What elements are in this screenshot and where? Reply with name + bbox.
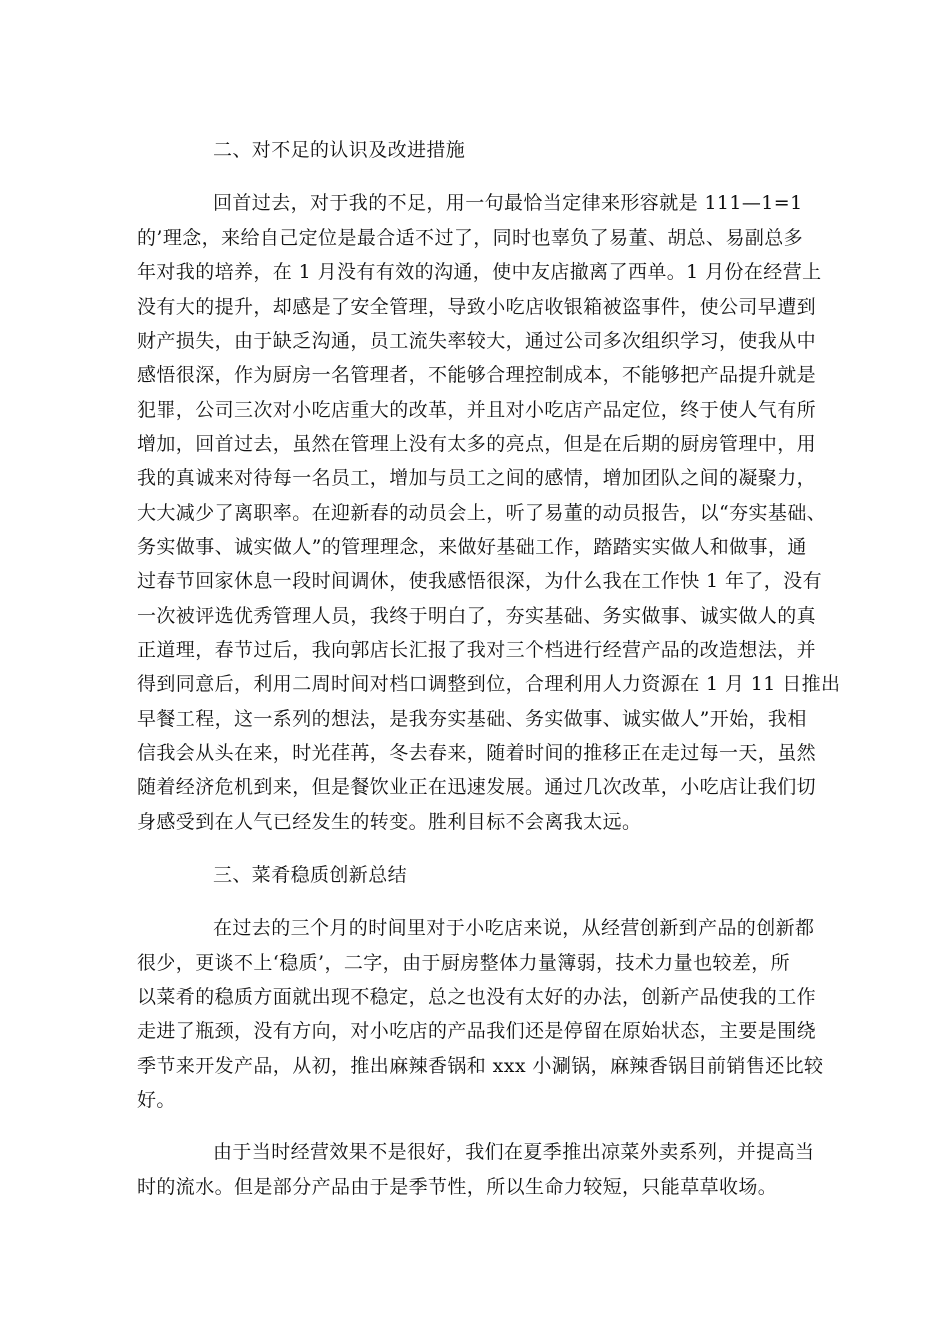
paragraph-line: 务实做事、诚实做人”的管理理念，来做好基础工作，踏踏实实做人和做事，通 bbox=[137, 536, 807, 558]
paragraph-line: 好。 bbox=[137, 1089, 176, 1111]
paragraph-line: 季节来开发产品，从初，推出麻辣香锅和 xxx 小涮锅，麻辣香锅目前销售还比较 bbox=[137, 1055, 824, 1077]
paragraph-line: 信我会从头在来，时光荏苒，冬去春来，随着时间的推移正在走过每一天，虽然 bbox=[137, 742, 817, 764]
paragraph-line: 过春节回家休息一段时间调休，使我感悟很深，为什么我在工作快 1 年了，没有 bbox=[137, 570, 822, 592]
paragraph-line: 身感受到在人气已经发生的转变。胜利目标不会离我太远。 bbox=[137, 811, 642, 833]
paragraph-line: 随着经济危机到来，但是餐饮业正在迅速发展。通过几次改革，小吃店让我们切 bbox=[137, 776, 817, 798]
paragraph-line: 感悟很深，作为厨房一名管理者，不能够合理控制成本，不能够把产品提升就是 bbox=[137, 364, 817, 386]
paragraph-line: 没有大的提升，却感是了安全管理，导致小吃店收银箱被盗事件，使公司早遭到 bbox=[137, 296, 817, 318]
paragraph-line: 的’理念，来给自己定位是最合适不过了，同时也辜负了易董、胡总、易副总多 bbox=[137, 227, 804, 249]
section-heading-2: 二、对不足的认识及改进措施 bbox=[213, 139, 466, 161]
paragraph-line: 年对我的培养，在 1 月没有有效的沟通，使中友店撤离了西单。1 月份在经营上 bbox=[137, 261, 822, 283]
paragraph-line: 由于当时经营效果不是很好，我们在夏季推出凉菜外卖系列，并提高当 bbox=[213, 1141, 815, 1163]
paragraph-line: 正道理，春节过后，我向郭店长汇报了我对三个档进行经营产品的改造想法，并 bbox=[137, 639, 817, 661]
paragraph-line: 在过去的三个月的时间里对于小吃店来说，从经营创新到产品的创新都 bbox=[213, 917, 815, 939]
paragraph-line: 增加，回首过去，虽然在管理上没有太多的亮点，但是在后期的厨房管理中，用 bbox=[137, 433, 817, 455]
paragraph-line: 我的真诚来对待每一名员工，增加与员工之间的感情，增加团队之间的凝聚力， bbox=[137, 467, 817, 489]
section-heading-3: 三、菜肴稳质创新总结 bbox=[213, 864, 408, 886]
paragraph-line: 很少，更谈不上‘稳质’，二字，由于厨房整体力量簿弱，技术力量也较差，所 bbox=[137, 952, 791, 974]
paragraph-line: 得到同意后，利用二周时间对档口调整到位，合理利用人力资源在 1 月 11 日推出 bbox=[137, 673, 841, 695]
paragraph-line: 走进了瓶颈，没有方向，对小吃店的产品我们还是停留在原始状态，主要是围绕 bbox=[137, 1020, 817, 1042]
paragraph-line: 犯罪，公司三次对小吃店重大的改革，并且对小吃店产品定位，终于使人气有所 bbox=[137, 399, 817, 421]
paragraph-line: 大大减少了离职率。在迎新春的动员会上，听了易董的动员报告，以“夯实基础、 bbox=[137, 502, 827, 524]
paragraph-line: 早餐工程，这一系列的想法，是我夯实基础、务实做事、诚实做人”开始，我相 bbox=[137, 708, 807, 730]
paragraph-line: 以菜肴的稳质方面就出现不稳定，总之也没有太好的办法，创新产品使我的工作 bbox=[137, 986, 817, 1008]
paragraph-line: 财产损失，由于缺乏沟通，员工流失率较大，通过公司多次组织学习，使我从中 bbox=[137, 330, 817, 352]
paragraph-line: 一次被评选优秀管理人员，我终于明白了，夯实基础、务实做事、诚实做人的真 bbox=[137, 605, 817, 627]
paragraph-line: 时的流水。但是部分产品由于是季节性，所以生命力较短，只能草草收场。 bbox=[137, 1176, 778, 1198]
paragraph-line: 回首过去，对于我的不足，用一句最恰当定律来形容就是 111—1=1 bbox=[213, 192, 803, 214]
